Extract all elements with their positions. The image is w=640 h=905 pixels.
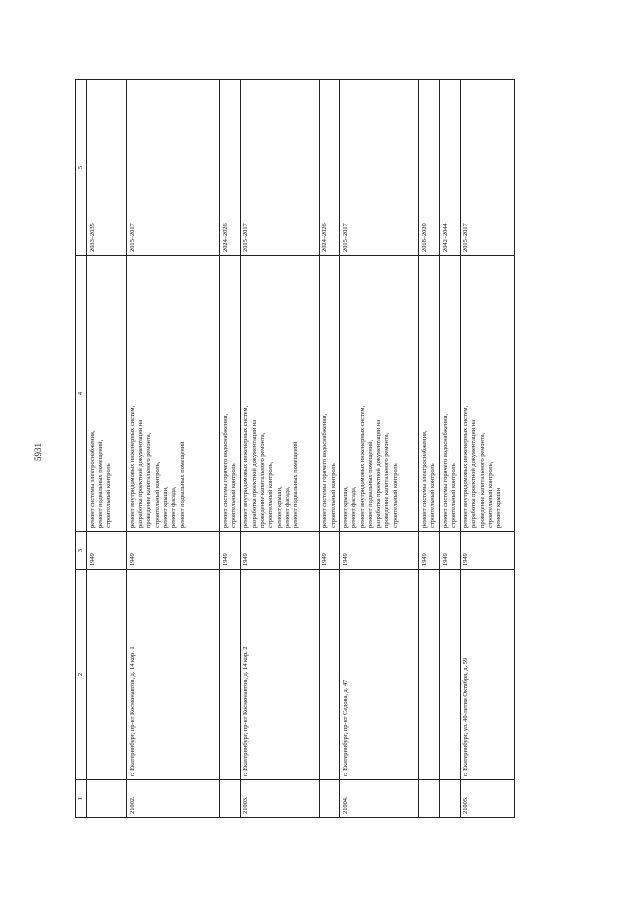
rotated-table-container — [75, 80, 565, 818]
table-row — [127, 80, 220, 818]
row-number — [220, 780, 241, 818]
row-year: 1949 — [340, 532, 419, 570]
row-year: 1949 — [419, 532, 440, 570]
work-item: ремонт системы горячего водоснабжения, — [321, 413, 329, 528]
work-item: ремонт системы электроснабжения, — [88, 430, 96, 528]
row-number: 21004. — [340, 780, 419, 818]
row-number — [440, 780, 461, 818]
work-item: строительный контроль — [329, 463, 337, 528]
row-address — [220, 570, 241, 780]
work-item: разработка проектной документации на — [250, 419, 258, 528]
work-item: ремонт крыши — [495, 487, 503, 528]
work-item: ремонт крыши, — [161, 486, 169, 528]
work-item: проведение капитального ремонта, — [383, 432, 391, 528]
row-number: 21002. — [127, 780, 220, 818]
work-item: проведение капитального ремонта, — [478, 432, 486, 528]
table-row — [419, 80, 440, 818]
work-item: ремонт фасада, — [283, 486, 291, 528]
work-item: ремонт внутридомовых инженерных систем, — [128, 405, 136, 528]
work-item: разработка проектной документации на — [470, 419, 478, 528]
row-period: 2024–2026 — [220, 80, 241, 256]
row-number: 21005. — [460, 780, 514, 818]
header-col-5: 5 — [76, 80, 87, 256]
row-year: 1949 — [240, 532, 319, 570]
row-period: 2042–2044 — [440, 80, 461, 256]
row-works — [87, 256, 127, 532]
work-item: ремонт подвальных помещений — [292, 441, 300, 528]
header-col-4: 4 — [76, 256, 87, 532]
table-row — [220, 80, 241, 818]
work-item: строительный контроль, — [487, 461, 495, 528]
table-row — [440, 80, 461, 818]
row-number — [319, 780, 340, 818]
row-number — [87, 780, 127, 818]
row-address: г. Екатеринбург, пр-кт Космонавтов, д. 14 кор. 1 — [127, 570, 220, 780]
work-item: проведение капитального ремонта, — [145, 432, 153, 528]
table-row — [240, 80, 319, 818]
row-works — [319, 256, 340, 532]
table-row — [340, 80, 419, 818]
row-period: 2033–2035 — [87, 80, 127, 256]
row-address — [440, 570, 461, 780]
row-period: 2015–2017 — [340, 80, 419, 256]
work-item: строительный контроль — [429, 463, 437, 528]
header-col-1: 1 — [76, 780, 87, 818]
work-item: строительный контроль — [230, 463, 238, 528]
row-period: 2024–2026 — [319, 80, 340, 256]
work-item: разработка проектной документации на — [137, 419, 145, 528]
work-item: ремонт внутридомовых инженерных систем, — [242, 405, 250, 528]
work-item: ремонт крыши, — [341, 486, 349, 528]
work-item: ремонт внутридомовых инженерных систем, — [358, 405, 366, 528]
row-works — [419, 256, 440, 532]
table-row — [87, 80, 127, 818]
work-item: разработка проектной документации на — [375, 419, 383, 528]
work-item: ремонт системы горячего водоснабжения, — [441, 413, 449, 528]
row-year: 1949 — [220, 532, 241, 570]
row-works — [127, 256, 220, 532]
work-item: ремонт системы горячего водоснабжения, — [221, 413, 229, 528]
row-period: 2018–2020 — [419, 80, 440, 256]
row-number — [419, 780, 440, 818]
work-item: строительный контроль, — [267, 461, 275, 528]
work-item: ремонт системы электроснабжения, — [420, 430, 428, 528]
work-item: ремонт крыши, — [275, 486, 283, 528]
work-item: строительный контроль — [105, 463, 113, 528]
row-year: 1949 — [87, 532, 127, 570]
work-item: ремонт внутридомовых инженерных систем, — [462, 405, 470, 528]
work-item: ремонт фасада, — [170, 486, 178, 528]
row-period: 2015–2017 — [240, 80, 319, 256]
row-address — [87, 570, 127, 780]
work-item: проведение капитального ремонта, — [258, 432, 266, 528]
row-works — [440, 256, 461, 532]
row-works — [240, 256, 319, 532]
row-works — [220, 256, 241, 532]
table-row — [460, 80, 514, 818]
row-period: 2015–2017 — [127, 80, 220, 256]
header-col-3: 3 — [76, 532, 87, 570]
work-item: ремонт подвальных помещений, — [97, 439, 105, 528]
work-item: ремонт подвальных помещений — [178, 441, 186, 528]
work-item: строительный контроль, — [153, 461, 161, 528]
row-period: 2015–2017 — [460, 80, 514, 256]
row-year: 1949 — [460, 532, 514, 570]
row-works — [460, 256, 514, 532]
row-works — [340, 256, 419, 532]
work-item: ремонт фасада, — [350, 486, 358, 528]
row-address — [319, 570, 340, 780]
work-item: строительный контроль — [391, 463, 399, 528]
row-year: 1949 — [127, 532, 220, 570]
row-year: 1949 — [440, 532, 461, 570]
work-item: ремонт подвальных помещений, — [366, 439, 374, 528]
row-number: 21003. — [240, 780, 319, 818]
row-address — [419, 570, 440, 780]
row-address: г. Екатеринбург, ул. 40-летия Октября, д. 59 — [460, 570, 514, 780]
table-row — [319, 80, 340, 818]
row-address: г. Екатеринбург, пр-кт Седова, д. 47 — [340, 570, 419, 780]
header-col-2: 2 — [76, 570, 87, 780]
repair-schedule-table — [75, 79, 515, 818]
row-address: г. Екатеринбург, пр-кт Космонавтов, д. 14 кор. 2 — [240, 570, 319, 780]
row-year: 1949 — [319, 532, 340, 570]
header-row — [76, 80, 87, 818]
work-item: строительный контроль — [449, 463, 457, 528]
page-number-text: 5931 — [33, 443, 43, 461]
